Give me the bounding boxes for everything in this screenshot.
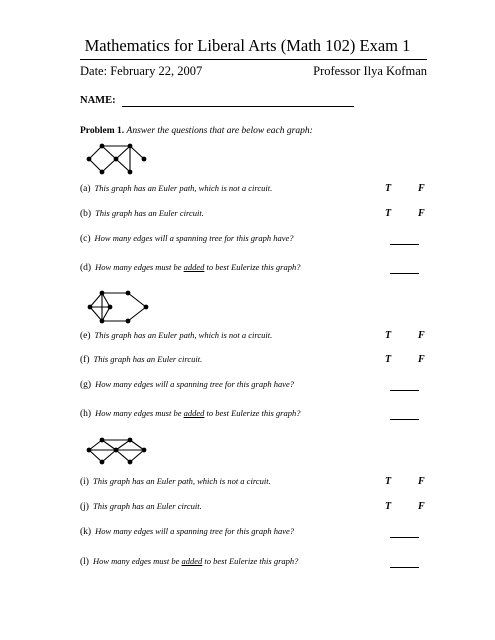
- header-rule: [80, 59, 427, 60]
- graph-edge: [89, 450, 102, 462]
- question-7: [80, 408, 301, 419]
- true-option[interactable]: T: [385, 476, 392, 487]
- false-option[interactable]: F: [418, 354, 425, 365]
- problem-label: Problem 1.: [80, 126, 125, 136]
- question-text: [95, 526, 294, 536]
- false-option[interactable]: F: [418, 183, 425, 194]
- graph-edge: [116, 440, 130, 450]
- graph-vertex: [144, 305, 149, 310]
- true-option[interactable]: T: [385, 208, 392, 219]
- graph-vertex: [128, 170, 133, 175]
- graph-edge: [128, 307, 146, 321]
- question-emphasis: added: [181, 556, 203, 566]
- question-emphasis: added: [183, 408, 205, 418]
- graph-vertex: [100, 438, 105, 443]
- name-input-line[interactable]: [122, 106, 354, 107]
- graph-vertex: [126, 319, 131, 324]
- graph-edge: [90, 293, 102, 307]
- graph-edge: [130, 440, 144, 450]
- graph-vertex: [126, 291, 131, 296]
- graph-vertex: [100, 319, 105, 324]
- graph-vertex: [87, 157, 92, 162]
- question-text-part: How many edges must be: [92, 556, 182, 566]
- graph-vertex: [142, 448, 147, 453]
- question-text-part: This graph has an Euler circuit.: [95, 208, 204, 218]
- question-label: (d): [80, 263, 92, 273]
- question-3: [80, 262, 301, 273]
- answer-blank[interactable]: [390, 390, 419, 391]
- question-emphasis: added: [183, 262, 205, 272]
- graph-vertex: [108, 305, 113, 310]
- false-option[interactable]: F: [418, 501, 425, 512]
- question-text-part: This graph has an Euler circuit.: [93, 354, 203, 364]
- exam-date: Date: February 22, 2007: [80, 64, 203, 78]
- false-option[interactable]: F: [418, 330, 425, 341]
- answer-blank[interactable]: [390, 419, 419, 420]
- question-0: [80, 183, 272, 194]
- graph-edge: [102, 159, 116, 172]
- question-text: [95, 183, 273, 193]
- question-text: [93, 501, 202, 511]
- graph-vertex: [100, 170, 105, 175]
- graph-edge: [116, 159, 130, 172]
- question-5: [80, 354, 202, 365]
- question-10: [80, 526, 294, 537]
- question-9: [80, 501, 202, 512]
- graph-edge: [116, 146, 130, 159]
- question-text-part: to best Eulerize this graph?: [202, 556, 299, 566]
- question-label: (i): [80, 477, 89, 487]
- graph-edge: [89, 146, 102, 159]
- question-6: [80, 379, 294, 390]
- graph-vertex: [142, 157, 147, 162]
- question-label: (c): [80, 234, 91, 244]
- graph-edge: [89, 159, 102, 172]
- graph-vertex: [100, 144, 105, 149]
- problem-heading: [80, 126, 313, 136]
- graph-edge: [102, 146, 116, 159]
- graph-vertex: [128, 438, 133, 443]
- question-text-part: This graph has an Euler path, which is not a circuit.: [92, 476, 271, 486]
- question-text-part: How many edges will a spanning tree for this graph have?: [95, 526, 295, 536]
- graph-vertex: [87, 448, 92, 453]
- question-text-part: How many edges will a spanning tree for this graph have?: [94, 233, 294, 243]
- graph-2: [86, 289, 152, 325]
- question-label: (g): [80, 380, 92, 390]
- question-text: [95, 233, 294, 243]
- question-1: [80, 208, 204, 219]
- true-option[interactable]: T: [385, 501, 392, 512]
- graph-vertex: [100, 460, 105, 465]
- graph-vertex: [88, 305, 93, 310]
- false-option[interactable]: F: [418, 208, 425, 219]
- question-label: (l): [80, 557, 89, 567]
- graph-edge: [116, 450, 130, 462]
- false-option[interactable]: F: [418, 476, 425, 487]
- question-2: [80, 233, 294, 244]
- question-11: [80, 556, 298, 567]
- question-8: [80, 476, 271, 487]
- question-text-part: to best Eulerize this graph?: [204, 408, 301, 418]
- question-text-part: This graph has an Euler path, which is not a circuit.: [94, 183, 273, 193]
- answer-blank[interactable]: [390, 244, 419, 245]
- question-text-part: How many edges will a spanning tree for this graph have?: [95, 379, 295, 389]
- graph-edge: [102, 440, 116, 450]
- true-option[interactable]: T: [385, 354, 392, 365]
- question-text-part: How many edges must be: [95, 262, 184, 272]
- question-label: (k): [80, 527, 92, 537]
- answer-blank[interactable]: [390, 537, 419, 538]
- graph-edge: [130, 450, 144, 462]
- question-label: (b): [80, 209, 92, 219]
- graph-3: [86, 436, 152, 466]
- question-label: (h): [80, 409, 92, 419]
- graph-vertex: [114, 448, 119, 453]
- question-text: [95, 208, 204, 218]
- graph-1: [86, 143, 150, 175]
- graph-vertex: [100, 291, 105, 296]
- graph-vertex: [128, 144, 133, 149]
- question-4: [80, 330, 272, 341]
- graph-edge: [102, 307, 110, 321]
- graph-edge: [90, 307, 102, 321]
- question-label: (e): [80, 331, 91, 341]
- question-label: (a): [80, 184, 91, 194]
- question-label: (f): [80, 355, 90, 365]
- question-text-part: This graph has an Euler circuit.: [92, 501, 202, 511]
- question-text-part: This graph has an Euler path, which is not a circuit.: [94, 330, 273, 340]
- question-text-part: to best Eulerize this graph?: [204, 262, 301, 272]
- question-text: [94, 354, 203, 364]
- name-label: NAME:: [80, 95, 116, 106]
- graph-edge: [89, 440, 102, 450]
- graph-edge: [102, 450, 116, 462]
- graph-edge: [130, 146, 144, 159]
- graph-vertex: [128, 460, 133, 465]
- answer-blank[interactable]: [390, 273, 419, 274]
- professor-name: Professor Ilya Kofman: [313, 64, 427, 78]
- question-text: [93, 556, 298, 566]
- exam-title: Mathematics for Liberal Arts (Math 102) Exam 1: [84, 36, 411, 55]
- question-text: [95, 330, 273, 340]
- true-option[interactable]: T: [385, 183, 392, 194]
- graph-vertex: [114, 157, 119, 162]
- question-label: (j): [80, 502, 89, 512]
- question-text: [95, 379, 294, 389]
- graph-edge: [128, 293, 146, 307]
- question-text: [95, 262, 300, 272]
- true-option[interactable]: T: [385, 330, 392, 341]
- question-text: [93, 476, 271, 486]
- answer-blank[interactable]: [390, 567, 419, 568]
- problem-instruction: Answer the questions that are below each graph:: [126, 126, 313, 136]
- question-text-part: How many edges must be: [95, 408, 184, 418]
- graph-edge: [102, 293, 110, 307]
- question-text: [95, 408, 300, 418]
